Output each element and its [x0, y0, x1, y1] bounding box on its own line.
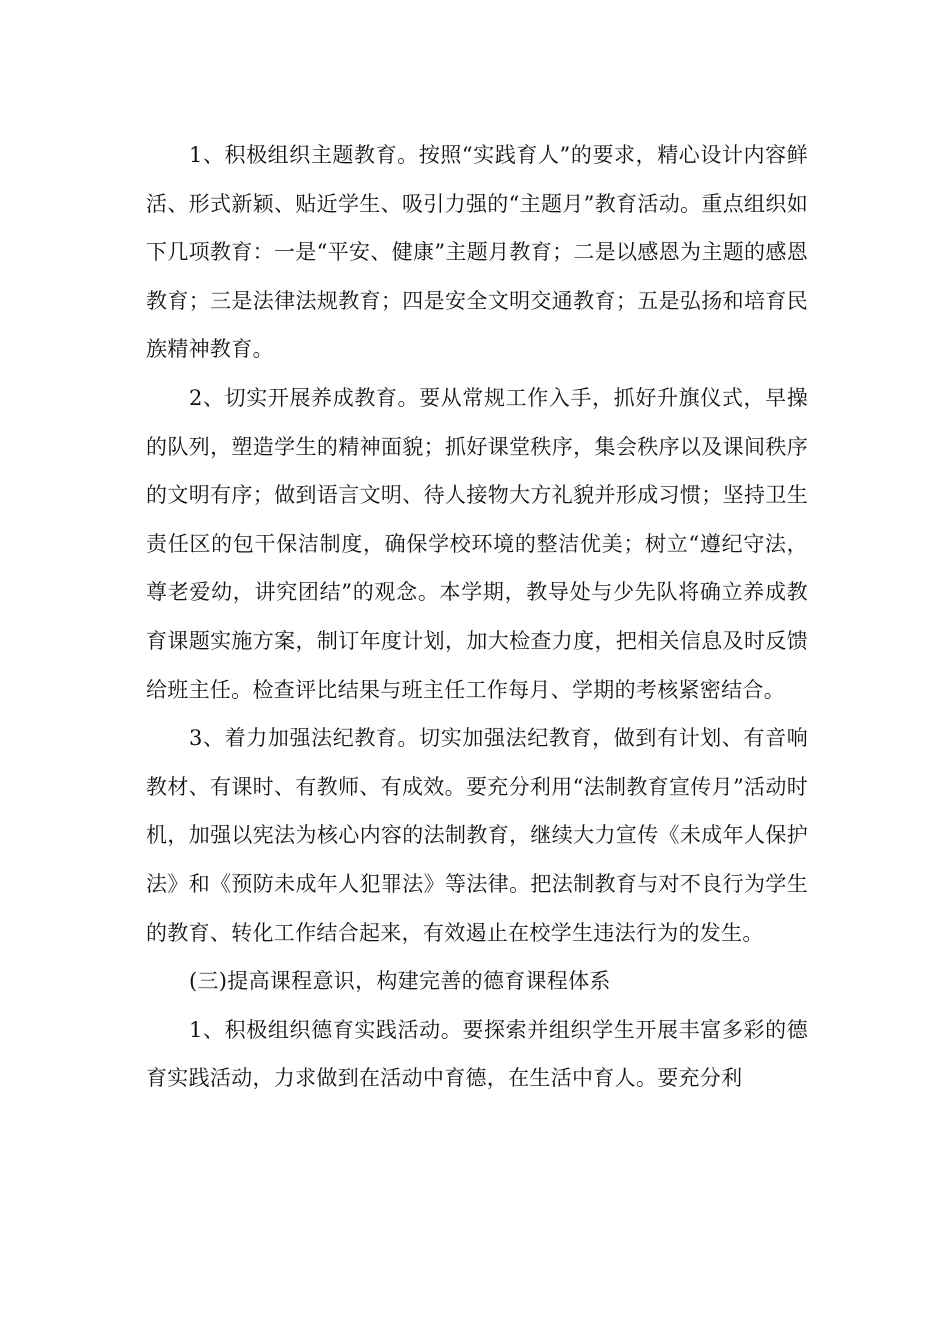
paragraph-habit-education: 2、切实开展养成教育。要从常规工作入手，抓好升旗仪式，早操的队列，塑造学生的精神面貌；抓好课堂秩序，集会秩序以及课间秩序的文明有序；做到语言文明、待人接物大方礼貌并形成习惯；坚持卫生责任区的包干保洁制度，确保学校环境的整洁优美；树立“遵纪守法，尊老爱幼，讲究团结”的观念。本学期，教导处与少先队将确立养成教育课题实施方案，制订年度计划，加大检查力度，把相关信息及时反馈给班主任。检查评比结果与班主任工作每月、学期的考核紧密结合。: [146, 385, 808, 702]
paragraph-legal-education: 3、着力加强法纪教育。切实加强法纪教育，做到有计划、有音响教材、有课时、有教师、有成效。要充分利用“法制教育宣传月”活动时机，加强以宪法为核心内容的法制教育，继续大力宣传《未成年人保护法》和《预防未成年人犯罪法》等法律。把法制教育与对不良行为学生的教育、转化工作结合起来，有效遏止在校学生违法行为的发生。: [146, 726, 808, 945]
section-heading: (三)提高课程意识，构建完善的德育课程体系: [189, 969, 611, 994]
paragraph-theme-education: 1、积极组织主题教育。按照“实践育人”的要求，精心设计内容鲜活、形式新颖、贴近学生、吸引力强的“主题月”教育活动。重点组织如下几项教育：一是“平安、健康”主题月教育；二是以感恩为主题的感恩教育；三是法律法规教育；四是安全文明交通教育；五是弘扬和培育民族精神教育。: [146, 143, 808, 362]
paragraph-practice-activities: 1、积极组织德育实践活动。要探索并组织学生开展丰富多彩的德育实践活动，力求做到在活动中育德，在生活中育人。要充分利: [146, 1017, 808, 1091]
document-body: [146, 131, 808, 1103]
